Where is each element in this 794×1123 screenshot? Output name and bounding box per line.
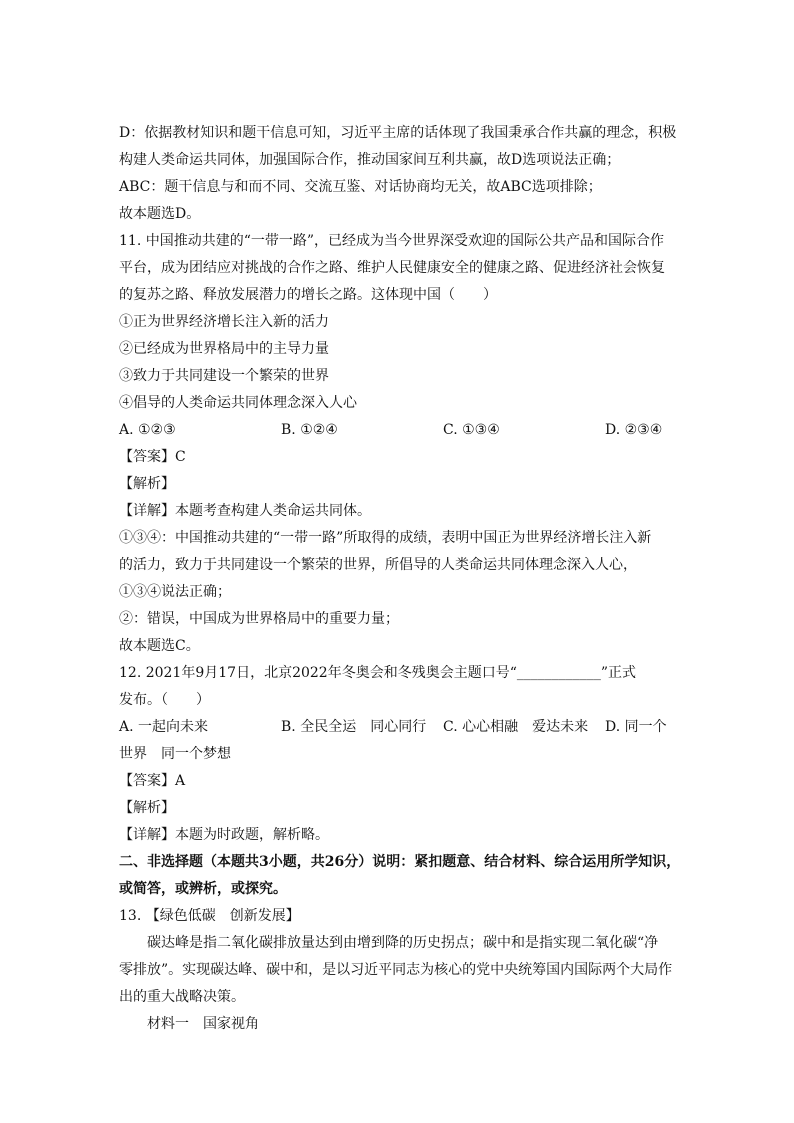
- q11-reason-line4: ②：错误，中国成为世界格局中的重要力量；: [119, 611, 399, 627]
- q11-statement-4: ④倡导的人类命运共同体理念深入人心: [119, 395, 357, 411]
- q12-analysis-label: 【解析】: [119, 800, 175, 816]
- section2-heading-line1: 二、非选择题（本题共3小题，共26分）说明：紧扣题意、结合材料、综合运用所学知识，: [119, 854, 681, 870]
- q11-reason-line2: 的活力，致力于共同建设一个繁荣的世界，所倡导的人类命运共同体理念深入人心，: [119, 557, 637, 573]
- q10-explanation-d-line2: 构建人类命运共同体，加强国际合作，推动国家间互利共赢，故D选项说法正确；: [119, 152, 621, 168]
- q12-stem-line2: 发布。（ ）: [119, 692, 210, 708]
- q13-para-line2: 零排放”。实现碳达峰、碳中和，是以习近平同志为核心的党中央统筹国内国际两个大局作: [119, 962, 673, 978]
- q11-statement-3: ③致力于共同建设一个繁荣的世界: [119, 368, 329, 384]
- q10-explanation-d-line1: D：依据教材知识和题干信息可知，习近平主席的话体现了我国秉承合作共赢的理念，积极: [119, 125, 677, 141]
- q12-option-c: C. 心心相融 爱达未来: [443, 719, 589, 735]
- q11-statement-2: ②已经成为世界格局中的主导力量: [119, 341, 329, 357]
- q13-para-line3: 出的重大战略决策。: [119, 989, 245, 1005]
- q11-reason-line1: ①③④：中国推动共建的“一带一路”所取得的成绩，表明中国正为世界经济增长注入新: [119, 530, 652, 546]
- q11-option-a: A. ①②③: [119, 422, 176, 438]
- q12-stem-line1: 12. 2021年9月17日，北京2022年冬奥会和冬残奥会主题口号“____________”正式: [119, 665, 637, 681]
- q11-detail: 【详解】本题考查构建人类命运共同体。: [119, 503, 371, 519]
- q12-option-d-continued: 世界 同一个梦想: [119, 746, 231, 762]
- q11-analysis-label: 【解析】: [119, 476, 175, 492]
- q10-conclusion: 故本题选D。: [119, 206, 201, 222]
- q11-conclusion: 故本题选C。: [119, 638, 200, 654]
- q11-statement-1: ①正为世界经济增长注入新的活力: [119, 314, 329, 330]
- q12-option-a: A. 一起向未来: [119, 719, 209, 735]
- q11-option-c: C. ①③④: [443, 422, 500, 438]
- q11-stem-line1: 11. 中国推动共建的“一带一路”，已经成为当今世界深受欢迎的国际公共产品和国际合作: [119, 233, 665, 249]
- q12-answer: 【答案】A: [119, 773, 186, 789]
- q11-option-b: B. ①②④: [281, 422, 338, 438]
- q13-title: 13. 【绿色低碳 创新发展】: [119, 908, 300, 924]
- q13-material1-heading: 材料一 国家视角: [147, 1016, 259, 1032]
- q11-option-d: D. ②③④: [605, 422, 663, 438]
- section2-heading-line2: 或简答，或辨析，或探究。: [119, 881, 287, 897]
- q12-option-d: D. 同一个: [605, 719, 667, 735]
- q12-option-b: B. 全民全运 同心同行: [281, 719, 427, 735]
- q11-answer: 【答案】C: [119, 449, 186, 465]
- q11-stem-line3: 的复苏之路、释放发展潜力的增长之路。这体现中国（ ）: [119, 287, 497, 303]
- q13-para-line1: 碳达峰是指二氧化碳排放量达到由增到降的历史拐点；碳中和是指实现二氧化碳“净: [147, 935, 659, 951]
- q11-stem-line2: 平台，成为团结应对挑战的合作之路、维护人民健康安全的健康之路、促进经济社会恢复: [119, 260, 665, 276]
- q11-reason-line3: ①③④说法正确；: [119, 584, 231, 600]
- q10-explanation-abc-line: ABC：题干信息与和而不同、交流互鉴、对话协商均无关，故ABC选项排除；: [119, 179, 602, 195]
- q12-detail: 【详解】本题为时政题，解析略。: [119, 827, 329, 843]
